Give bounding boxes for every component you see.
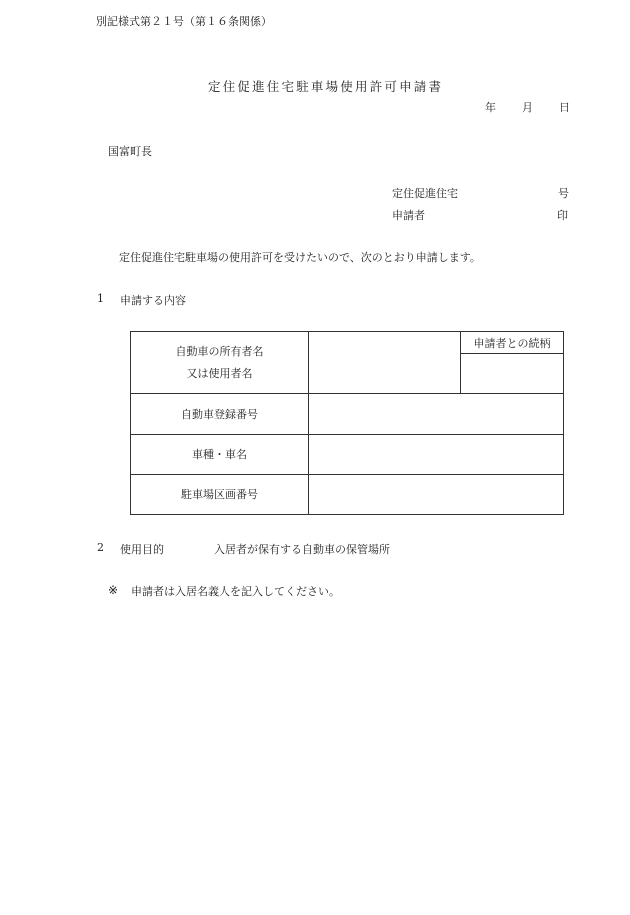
owner-label-line2: 又は使用者名 xyxy=(186,366,253,380)
date-day-label: 日 xyxy=(559,101,570,114)
seal-mark: 印 xyxy=(557,209,568,222)
section2-number: 2 xyxy=(97,541,104,554)
note-mark-icon: ※ xyxy=(108,583,119,597)
relation-label: 申請者との続柄 xyxy=(461,332,564,354)
housing-unit-label: 号 xyxy=(558,187,569,200)
registration-label: 自動車登録番号 xyxy=(131,394,309,434)
intro-text: 定住促進住宅駐車場の使用許可を受けたいので、次のとおり申請します。 xyxy=(119,251,481,264)
addressee: 国富町長 xyxy=(108,145,152,158)
application-table xyxy=(130,331,564,515)
usage-purpose-value: 入居者が保有する自動車の保管場所 xyxy=(214,543,390,556)
owner-label-cell xyxy=(131,332,309,394)
date-month-label: 月 xyxy=(522,101,533,114)
note-text: 申請者は入居名義人を記入してください。 xyxy=(131,585,340,598)
relation-value-field[interactable] xyxy=(461,354,564,394)
lot-value-field[interactable] xyxy=(309,474,564,514)
form-number: 別記様式第２１号（第１６条関係） xyxy=(96,15,272,28)
section1-title: 申請する内容 xyxy=(120,294,186,307)
section1-number: 1 xyxy=(97,292,104,305)
date-year-label: 年 xyxy=(485,101,496,114)
owner-value-field[interactable] xyxy=(309,332,461,394)
lot-label: 駐車場区画番号 xyxy=(131,474,309,514)
model-label: 車種・車名 xyxy=(131,434,309,474)
owner-label-line1: 自動車の所有者名 xyxy=(175,344,264,358)
date-line xyxy=(485,99,570,115)
applicant-label: 申請者 xyxy=(392,209,425,222)
registration-value-field[interactable] xyxy=(309,394,564,434)
section2-title: 使用目的 xyxy=(120,543,164,556)
model-value-field[interactable] xyxy=(309,434,564,474)
document-title: 定住促進住宅駐車場使用許可申請書 xyxy=(208,79,444,94)
housing-label: 定住促進住宅 xyxy=(392,187,458,200)
